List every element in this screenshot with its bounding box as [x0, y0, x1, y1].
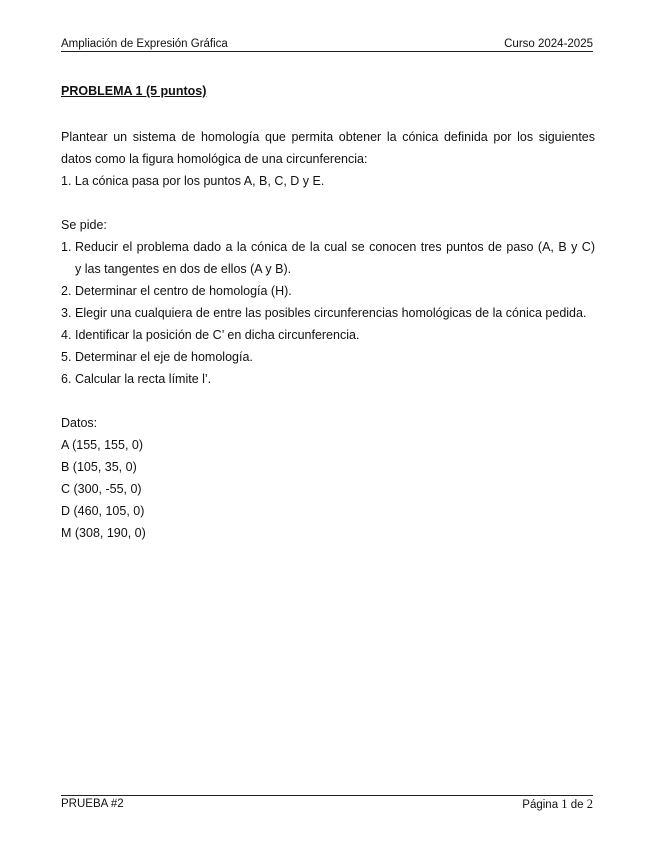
task-text: Elegir una cualquiera de entre las posibles circunferencias homológicas de la cónica pedida.	[75, 306, 587, 320]
task-text: Determinar el centro de homología (H).	[75, 284, 292, 298]
page-content	[61, 84, 595, 544]
tasks-list	[61, 236, 595, 390]
task-item	[61, 236, 595, 280]
task-text-cont: y las tangentes en dos de ellos (A y B).	[75, 262, 292, 276]
data-point: M (308, 190, 0)	[61, 526, 146, 540]
task-item	[61, 302, 595, 324]
data-heading: Datos:	[61, 416, 98, 430]
tasks-heading: Se pide:	[61, 218, 107, 232]
task-text: Calcular la recta límite l’.	[75, 372, 212, 386]
task-number: 6.	[61, 372, 72, 386]
task-text: Reducir el problema dado a la cónica de la cual se conocen tres puntos de paso (A, B y C)	[75, 240, 595, 254]
task-item	[61, 368, 595, 390]
data-point: A (155, 155, 0)	[61, 438, 144, 452]
task-item	[61, 324, 595, 346]
course-name: Ampliación de Expresión Gráfica	[61, 38, 228, 50]
exam-label: PRUEBA #2	[61, 798, 124, 810]
task-number: 3.	[61, 306, 72, 320]
task-text: Identificar la posición de C’ en dicha circunferencia.	[75, 328, 360, 342]
page-total: 2	[586, 797, 593, 811]
page-header	[61, 37, 593, 52]
task-item	[61, 280, 595, 302]
task-number: 2.	[61, 284, 72, 298]
task-number: 5.	[61, 350, 72, 364]
page-label: Página	[522, 799, 559, 811]
spacer	[61, 390, 595, 412]
task-number: 1.	[61, 240, 72, 254]
task-item	[61, 346, 595, 368]
intro-line-2: datos como la figura homológica de una circunferencia:	[61, 152, 368, 166]
task-number: 4.	[61, 328, 72, 342]
page-number	[522, 797, 593, 812]
problem-intro	[61, 126, 595, 192]
data-point: D (460, 105, 0)	[61, 504, 145, 518]
problem-title: PROBLEMA 1 (5 puntos)	[61, 84, 207, 98]
page-footer	[61, 795, 593, 811]
page-current: 1	[561, 797, 568, 811]
task-text: Determinar el eje de homología.	[75, 350, 253, 364]
page-of: de	[570, 799, 584, 811]
intro-line-3: 1. La cónica pasa por los puntos A, B, C, D y E.	[61, 174, 325, 188]
data-point: B (105, 35, 0)	[61, 460, 137, 474]
data-point: C (300, -55, 0)	[61, 482, 142, 496]
intro-line-1: Plantear un sistema de homología que permita obtener la cónica definida por los siguientes	[61, 130, 595, 144]
spacer	[61, 192, 595, 214]
course-year: Curso 2024-2025	[504, 38, 593, 50]
